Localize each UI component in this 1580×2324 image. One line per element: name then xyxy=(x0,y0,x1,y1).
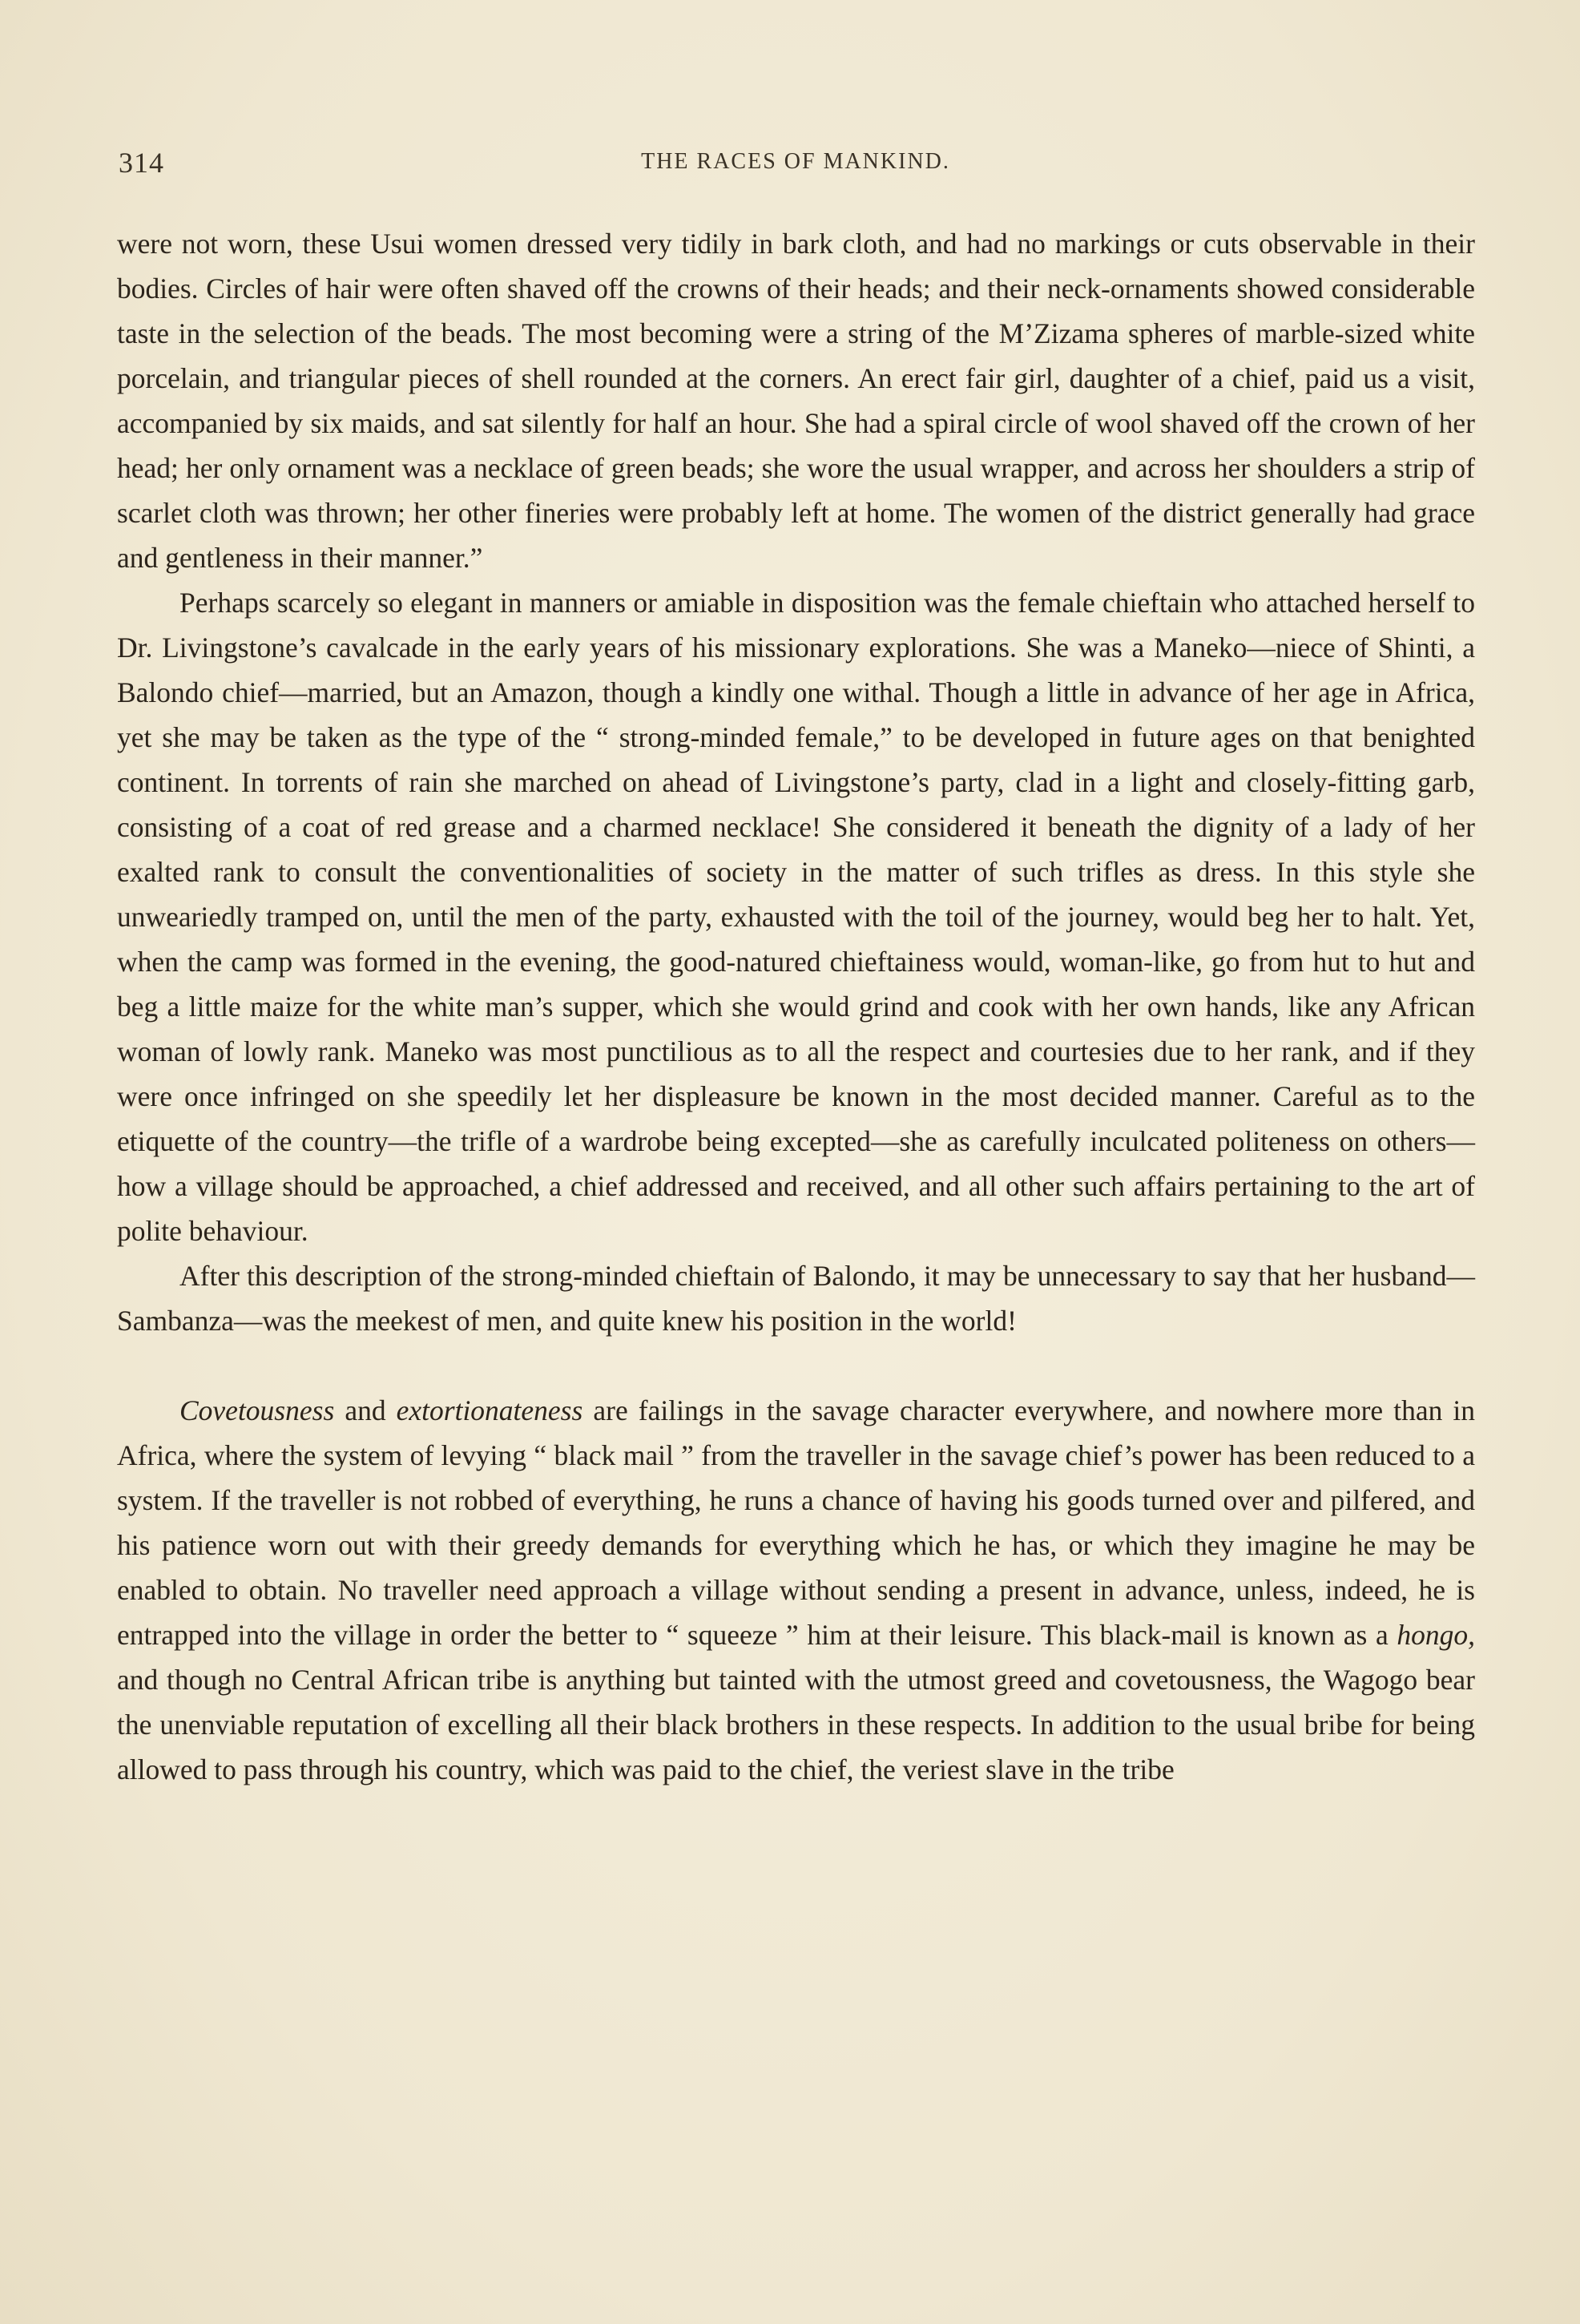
paragraph-text-part-a: are failings in the savage character everywhere, and nowhere more than in Africa, where the system of levying “ black mail ” from the traveller in the savage chief’s power has been reduced to a system. If the traveller is not robbed of everything, he runs a chance of having his goods turned over and pilfered, and his patience worn out with their greedy demands for everything which he has, or which they imagine he may be enabled to obtain. No traveller need approach a village without sending a present in advance, unless, indeed, he is entrapped into the village in order the better to “ squeeze ” him at their leisure. This black-mail is known as a xyxy=(117,1394,1475,1651)
section-gap xyxy=(117,1343,1475,1388)
paragraph-sambanza: After this description of the strong-minded chieftain of Balondo, it may be unnecessary to say that her husband—Sambanza—was the meekest of men, and quite knew his position in the world! xyxy=(117,1260,1475,1337)
page-header xyxy=(119,146,1473,186)
italic-term-covetousness: Covetousness xyxy=(179,1394,335,1426)
body-text xyxy=(117,221,1475,1792)
paragraph-usui-women: were not worn, these Usui women dressed very tidily in bark cloth, and had no markings or cuts observable in their bodies. Circles of hair were often shaved off the crowns of their heads; and their neck-ornaments showed considerable taste in the selection of the beads. The most becoming were a string of the M’Zizama spheres of marble-sized white porcelain, and triangular pieces of shell rounded at the corners. An erect fair girl, daughter of a chief, paid us a visit, accompanied by six maids, and sat silently for half an hour. She had a spiral circle of wool shaved off the crown of her head; her only ornament was a necklace of green beads; she wore the usual wrapper, and across her shoulders a strip of scarlet cloth was thrown; her other fineries were probably left at home. The women of the district generally had grace and gentleness in their manner.” xyxy=(117,228,1475,574)
paragraph-covetousness xyxy=(117,1388,1475,1792)
paragraph-maneko: Perhaps scarcely so elegant in manners or amiable in disposition was the female chieftain who attached herself to Dr. Livingstone’s cavalcade in the early years of his missionary explorations. She was a Maneko—niece of Shinti, a Balondo chief—married, but an Amazon, though a kindly one withal. Though a little in advance of her age in Africa, yet she may be taken as the type of the “ strong-minded female,” to be developed in future ages on that benighted continent. In torrents of rain she marched on ahead of Livingstone’s party, clad in a light and closely-fitting garb, consisting of a coat of red grease and a charmed necklace! She considered it beneath the dignity of a lady of her exalted rank to consult the conventionalities of society in the matter of such trifles as dress. In this style she unweariedly tramped on, until the men of the party, exhausted with the toil of the journey, would beg her to halt. Yet, when the camp was formed in the evening, the good-natured chieftainess would, woman-like, go from hut to hut and beg a little maize for the white man’s supper, which she would grind and cook with her own hands, like any African woman of lowly rank. Maneko was most punctilious as to all the respect and courtesies due to her rank, and if they were once infringed on she speedily let her displeasure be known in the most decided manner. Careful as to the etiquette of the country—the trifle of a wardrobe being excepted—she as carefully inculcated politeness on others—how a village should be approached, a chief addressed and received, and all other such affairs pertaining to the art of polite behaviour. xyxy=(117,587,1475,1247)
connector-text: and xyxy=(334,1394,397,1426)
italic-term-hongo: hongo, xyxy=(1397,1619,1475,1651)
italic-term-extortionateness: extortionateness xyxy=(396,1394,583,1426)
page-number: 314 xyxy=(119,147,164,179)
running-title: THE RACES OF MANKIND. xyxy=(641,149,950,174)
paragraph-text-part-b: and though no Central African tribe is anything but tainted with the utmost greed and covetousness, the Wagogo bear the unenviable reputation of excelling all their black brothers in these respects. In addition to the usual bribe for being allowed to pass through his country, which was paid to the chief, the veriest slave in the tribe xyxy=(117,1664,1475,1785)
